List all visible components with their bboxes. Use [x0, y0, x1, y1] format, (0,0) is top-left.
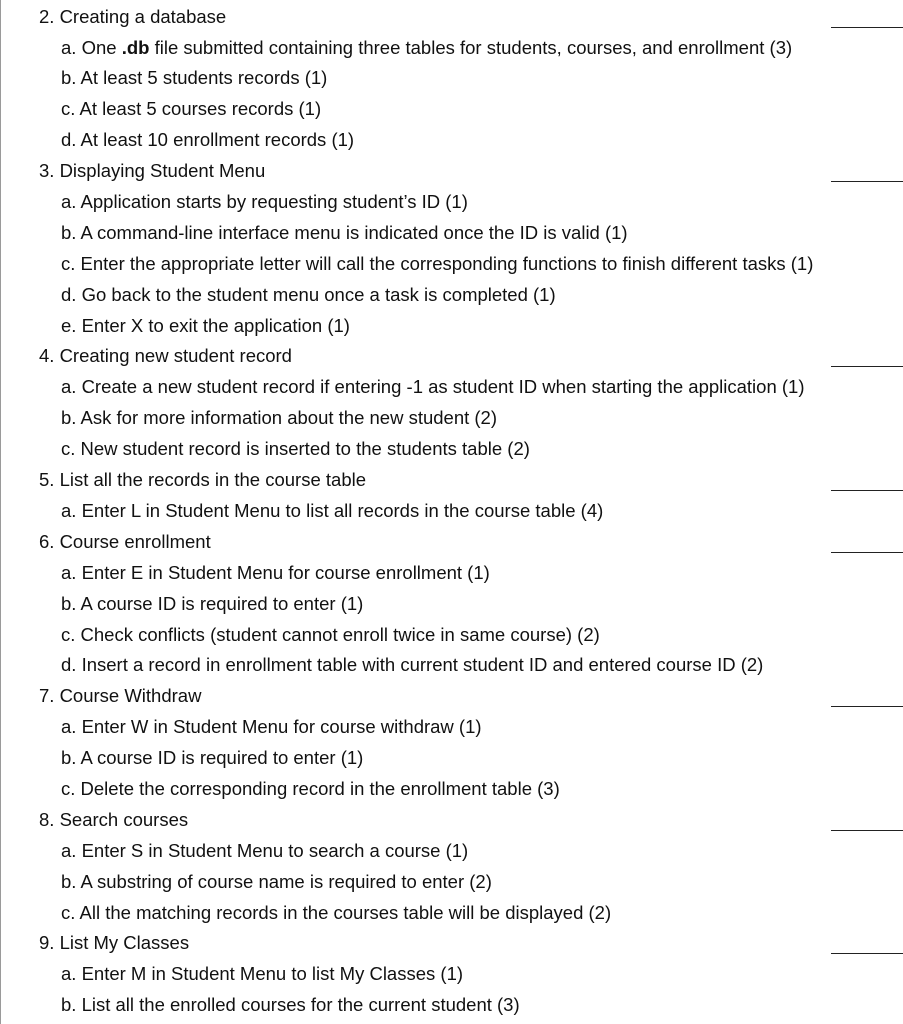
section-title: 9. List My Classes: [39, 932, 190, 953]
list-item: b. A course ID is required to enter (1): [61, 747, 364, 768]
list-item: c. All the matching records in the courses table will be displayed (2): [61, 902, 612, 923]
section-title: 7. Course Withdraw: [39, 685, 202, 706]
list-item: a. Enter M in Student Menu to list My Classes (1): [61, 963, 464, 984]
list-item: c. Enter the appropriate letter will call the corresponding functions to finish different tasks (1): [61, 253, 814, 274]
list-item: a. Enter E in Student Menu for course enrollment (1): [61, 562, 490, 583]
section-title: 3. Displaying Student Menu: [39, 160, 266, 181]
list-item: a. Enter S in Student Menu to search a course (1): [61, 840, 469, 861]
score-blank: [831, 27, 903, 28]
list-item: b. A command-line interface menu is indicated once the ID is valid (1): [61, 222, 628, 243]
list-item: e. Enter X to exit the application (1): [61, 315, 350, 336]
section-title: 4. Creating new student record: [39, 345, 292, 366]
section-title: 6. Course enrollment: [39, 531, 211, 552]
section-title: 5. List all the records in the course table: [39, 469, 367, 490]
list-item: c. Check conflicts (student cannot enroll twice in same course) (2): [61, 624, 600, 645]
list-item: a. Application starts by requesting student’s ID (1): [61, 191, 468, 212]
list-item: b. A course ID is required to enter (1): [61, 593, 364, 614]
list-item: a. One .db file submitted containing three tables for students, courses, and enrollment (3): [61, 37, 793, 58]
list-item: a. Enter W in Student Menu for course withdraw (1): [61, 716, 482, 737]
list-item: d. Go back to the student menu once a task is completed (1): [61, 284, 556, 305]
list-item: b. At least 5 students records (1): [61, 67, 328, 88]
score-blank: [831, 490, 903, 491]
list-item: a. Create a new student record if entering -1 as student ID when starting the application (1): [61, 376, 805, 397]
section-title: 8. Search courses: [39, 809, 189, 830]
score-blank: [831, 830, 903, 831]
list-item: b. Ask for more information about the new student (2): [61, 407, 498, 428]
score-blank: [831, 366, 903, 367]
list-item: c. New student record is inserted to the students table (2): [61, 438, 530, 459]
list-item: a. Enter L in Student Menu to list all records in the course table (4): [61, 500, 604, 521]
list-item: c. Delete the corresponding record in the enrollment table (3): [61, 778, 560, 799]
list-item: b. List all the enrolled courses for the current student (3): [61, 994, 520, 1015]
list-item: b. A substring of course name is required to enter (2): [61, 871, 492, 892]
score-blank: [831, 953, 903, 954]
list-item: d. Insert a record in enrollment table with current student ID and entered course ID (2): [61, 654, 764, 675]
section-title: 2. Creating a database: [39, 6, 227, 27]
score-blank: [831, 181, 903, 182]
score-blank: [831, 706, 903, 707]
list-item: d. At least 10 enrollment records (1): [61, 129, 355, 150]
score-blank: [831, 552, 903, 553]
list-item: c. At least 5 courses records (1): [61, 98, 322, 119]
